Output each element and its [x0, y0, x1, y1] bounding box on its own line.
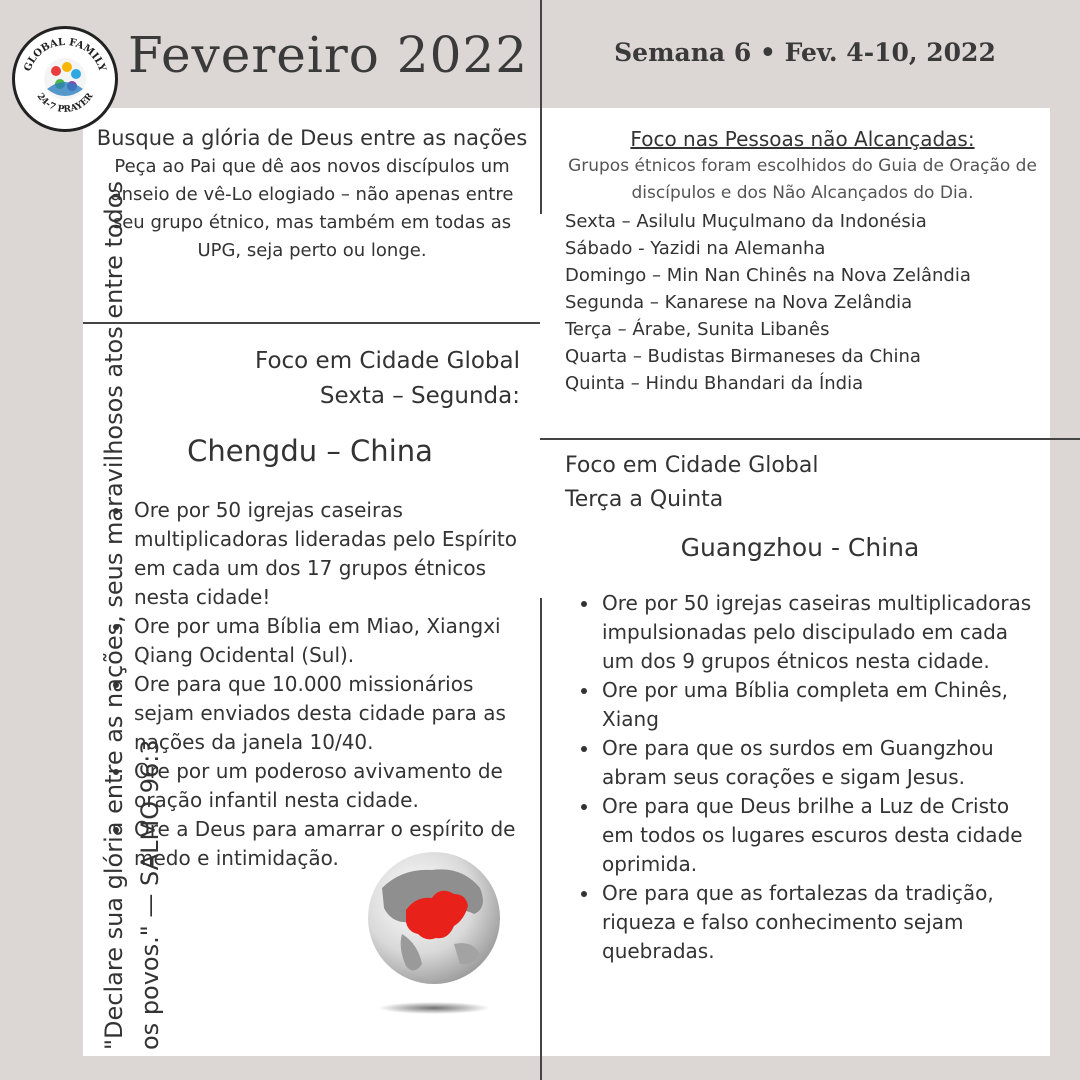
glory-body: Peça ao Pai que dê aos novos discípulos um anseio de vê-Lo elogiado – não apenas entre seu grupo étnico, mas também em todas as UPG, seja perto ou longe. — [110, 156, 514, 261]
upg-day-thursday: Quinta – Hindu Bhandari da Índia — [565, 373, 864, 394]
list-item: • Ore a Deus para amarrar o espírito de medo e intimidação. — [132, 815, 534, 873]
city2-name: Guangzhou - China — [680, 533, 920, 562]
city2-focus-line2: Terça a Quinta — [565, 487, 724, 512]
upg-day-monday: Segunda – Kanarese na Nova Zelândia — [565, 292, 913, 313]
city1-focus — [150, 344, 520, 414]
logo-top-text: GLOBAL FAMILY — [22, 36, 108, 73]
city1-focus-line1: Foco em Cidade Global — [255, 348, 520, 374]
upg-heading: Foco nas Pessoas não Alcançadas: — [630, 127, 975, 151]
china-globe-icon — [362, 848, 506, 1018]
city1-prayer-list — [110, 496, 534, 873]
center-divider-lower — [540, 598, 542, 1080]
city2-focus — [565, 449, 1035, 517]
list-item: • Ore para que as fortalezas da tradição, riqueza e falso conhecimento sejam quebradas. — [600, 879, 1040, 966]
city1-focus-line2: Sexta – Segunda: — [319, 383, 520, 409]
list-item: • Ore por 50 igrejas caseiras multiplicadoras lideradas pelo Espírito em cada um dos 17 grupos étnicos nesta cidade! — [132, 496, 534, 612]
center-divider-top — [540, 0, 542, 108]
glory-section — [92, 124, 532, 265]
verse-line-2: os povos." — SALMO 96:3 — [136, 739, 164, 1050]
upg-day-sunday: Domingo – Min Nan Chinês na Nova Zelândia — [565, 265, 971, 286]
logo-bottom-text: 24-7 PRAYER — [34, 91, 96, 116]
right-section-divider — [540, 438, 1080, 440]
upg-subtitle: Grupos étnicos foram escolhidos do Guia de Oração de discípulos e dos Não Alcançados do Dia. — [568, 156, 1037, 203]
page-title: Fevereiro 2022 — [128, 26, 529, 84]
city2-focus-line1: Foco em Cidade Global — [565, 453, 819, 478]
glory-heading: Busque a glória de Deus entre as nações — [96, 126, 528, 150]
list-item: • Ore por uma Bíblia em Miao, Xiangxi Qiang Ocidental (Sul). — [132, 612, 534, 670]
list-item: • Ore por um poderoso avivamento de oração infantil nesta cidade. — [132, 757, 534, 815]
list-item: • Ore por uma Bíblia completa em Chinês, Xiang — [600, 676, 1040, 734]
upg-day-wednesday: Quarta – Budistas Birmaneses da China — [565, 346, 921, 367]
upg-day-tuesday: Terça – Árabe, Sunita Libanês — [565, 319, 830, 340]
unreached-people-section — [565, 125, 1040, 397]
list-item: • Ore para que 10.000 missionários sejam enviados desta cidade para as nações da janela 10/40. — [132, 670, 534, 757]
verse-line-1: "Declare sua glória entre as nações, seus maravilhosos atos entre todos — [100, 181, 128, 1050]
list-item: • Ore para que Deus brilhe a Luz de Cristo em todos os lugares escuros desta cidade oprimida. — [600, 792, 1040, 879]
city2-prayer-list — [578, 589, 1040, 966]
list-item: • Ore para que os surdos em Guangzhou abram seus corações e sigam Jesus. — [600, 734, 1040, 792]
global-family-logo — [12, 26, 118, 132]
upg-day-saturday: Sábado - Yazidi na Alemanha — [565, 238, 826, 259]
week-label: Semana 6 • Fev. 4-10, 2022 — [614, 38, 996, 67]
list-item: • Ore por 50 igrejas caseiras multiplicadoras impulsionadas pelo discipulado em cada um dos 9 grupos étnicos nesta cidade. — [600, 589, 1040, 676]
city1-name: Chengdu – China — [187, 434, 433, 468]
upg-day-friday: Sexta – Asilulu Muçulmano da Indonésia — [565, 211, 927, 232]
center-divider-upper — [540, 108, 542, 214]
